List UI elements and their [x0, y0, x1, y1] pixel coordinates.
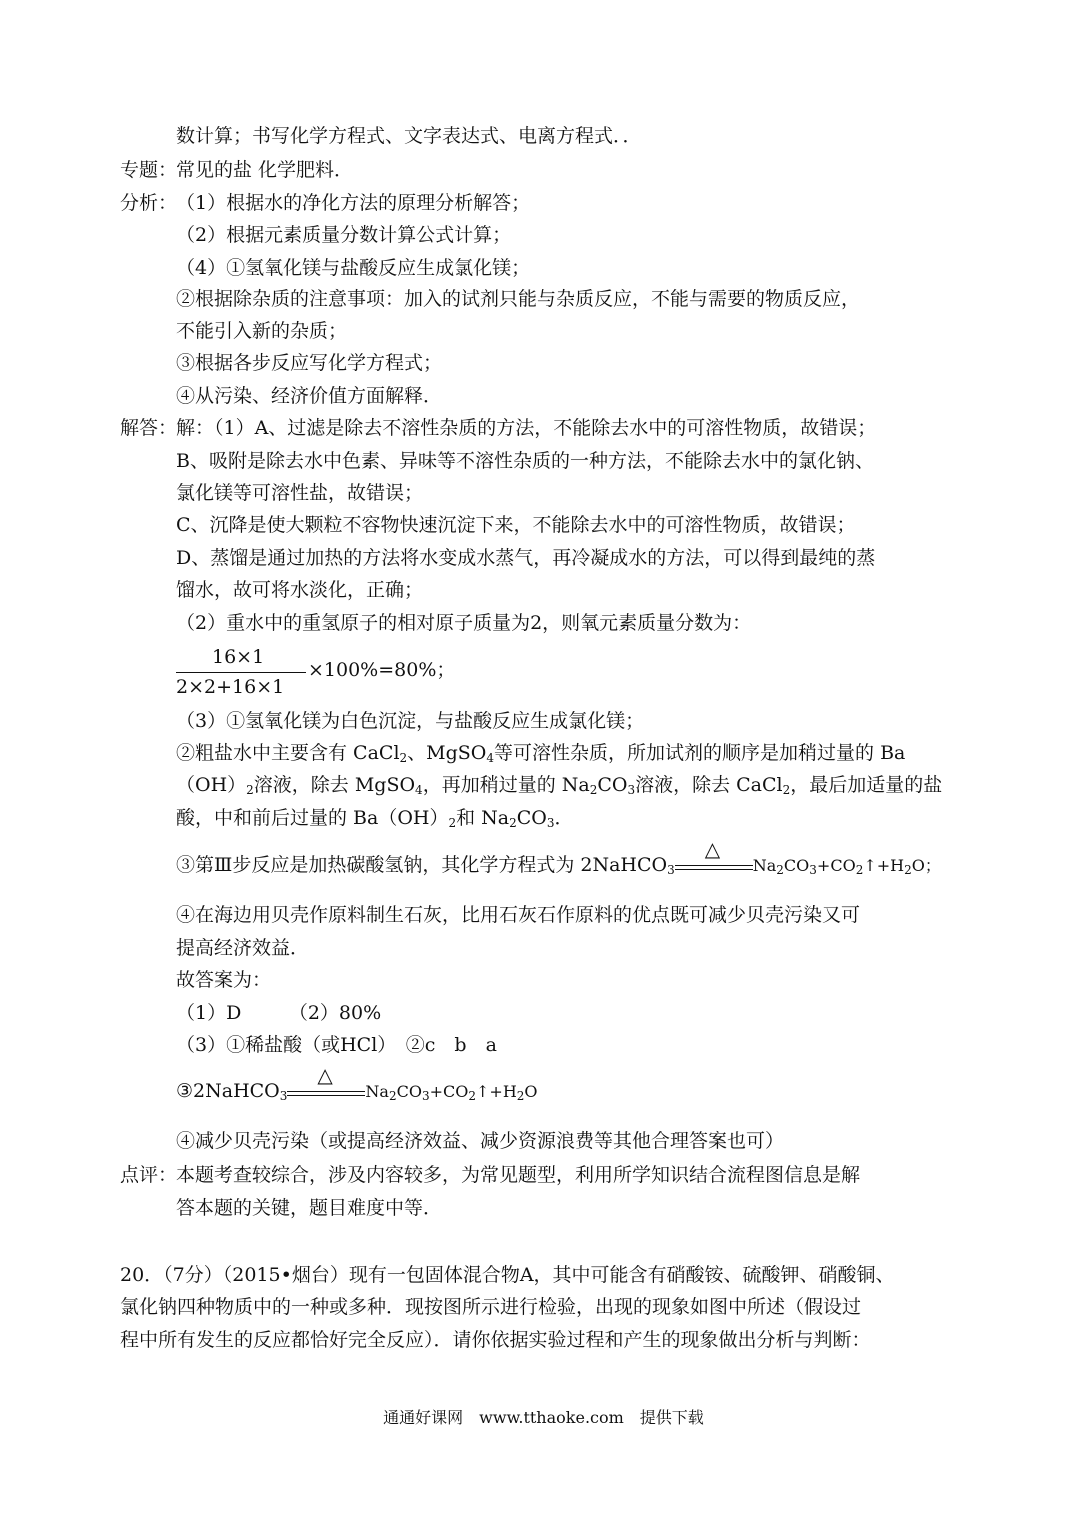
answer-line-13: 提高经济效益． — [176, 937, 310, 959]
answer-line-7: （2）重水中的重氢原子的相对原子质量为2，则氧元素质量分数为： — [176, 612, 752, 634]
equation-line-2: ③2NaHCO$_3$ △ $Na_2CO_3+CO_2↑+H_2O$ — [176, 1063, 538, 1103]
question-20-line-1: 20．（7分）（2015•烟台）现有一包固体混合物A，其中可能含有硝酸铵、硫酸钾、硝酸铜、 — [120, 1264, 895, 1286]
comment-line-1: 本题考查较综合，涉及内容较多，为常见题型，利用所学知识结合流程图信息是解 — [176, 1164, 861, 1186]
answer-line-5: D、蒸馏是通过加热的方法将水变成水蒸气，再冷凝成水的方法，可以得到最纯的蒸 — [176, 547, 876, 569]
answer-line-2: B、吸附是除去水中色素、异味等不溶性杂质的一种方法，不能除去水中的氯化钠、 — [176, 450, 874, 472]
fraction-denominator: 2×2+16×1 — [176, 676, 285, 698]
answer-line-1: 解：（1）A、过滤是除去不溶性杂质的方法，不能除去水中的可溶性物质，故错误； — [176, 417, 877, 439]
analysis-line-3: （4）①氢氧化镁与盐酸反应生成氯化镁； — [176, 257, 531, 279]
fraction-numerator: 16×1 — [212, 646, 265, 668]
line-keypoints-cont: 数计算；书写化学方程式、文字表达式、电离方程式．． — [176, 125, 642, 147]
answer-line-6: 馏水，故可将水淡化，正确； — [176, 579, 424, 601]
label-analysis: 分析： — [120, 192, 178, 214]
answer-line-16: （3）①稀盐酸（或HCl） ②c b a — [176, 1034, 497, 1056]
heat-condition — [675, 837, 753, 879]
analysis-line-5: 不能引入新的杂质； — [176, 320, 348, 342]
topic-text: 常见的盐 化学肥料． — [176, 159, 354, 181]
analysis-line-6: ③根据各步反应写化学方程式； — [176, 352, 443, 374]
answer-line-4: C、沉降是使大颗粒不容物快速沉淀下来，不能除去水中的可溶性物质，故错误； — [176, 514, 856, 536]
fraction-bar — [176, 672, 306, 673]
fraction-result: ×100%=80%； — [308, 659, 456, 681]
answer-line-9: ②粗盐水中主要含有 CaCl$_2$、MgSO$_4$等可溶性杂质，所加试剂的顺序是加稍过量的 Ba — [176, 742, 906, 765]
answer-line-17: ④减少贝壳污染（或提高经济效益、减少资源浪费等其他合理答案也可） — [176, 1130, 785, 1152]
comment-line-2: 答本题的关键，题目难度中等． — [176, 1197, 443, 1219]
label-answer: 解答： — [120, 417, 178, 439]
heat-triangle-icon: △ — [317, 1063, 333, 1087]
question-20-line-3: 程中所有发生的反应都恰好完全反应）．请你依据实验过程和产生的现象做出分析与判断： — [120, 1329, 871, 1351]
answer-line-3: 氯化镁等可溶性盐，故错误； — [176, 482, 424, 504]
analysis-line-2: （2）根据元素质量分数计算公式计算； — [176, 224, 512, 246]
answer-line-12: ④在海边用贝壳作原料制生石灰，比用石灰石作原料的优点既可减少贝壳污染又可 — [176, 904, 861, 926]
analysis-line-7: ④从污染、经济价值方面解释． — [176, 385, 443, 407]
label-topic: 专题： — [120, 159, 178, 181]
analysis-line-1: （1）根据水的净化方法的原理分析解答； — [176, 192, 531, 214]
answer-line-11: 酸，中和前后过量的 $Ba(OH)_2$和 $Na_2CO_3$． — [176, 807, 574, 830]
answer-line-10: $(OH)_2$溶液，除去 MgSO$_4$，再加稍过量的 $Na_2CO_3$溶液，除去 CaCl$_2$，最后加适量的盐 — [176, 774, 943, 797]
answer-line-8: （3）①氢氧化镁为白色沉淀，与盐酸反应生成氯化镁； — [176, 710, 645, 732]
analysis-line-4: ②根据除杂质的注意事项：加入的试剂只能与杂质反应，不能与需要的物质反应， — [176, 288, 861, 310]
question-20-line-2: 氯化钠四种物质中的一种或多种．现按图所示进行检验，出现的现象如图中所述（假设过 — [120, 1296, 862, 1318]
page-footer: 通通好课网 www.tthaoke.com 提供下载 — [383, 1408, 704, 1427]
equation-line-1: ③第Ⅲ步反应是加热碳酸氢钠，其化学方程式为 2NaHCO$_3$ △ $Na_2CO_3+CO_2↑+H_2O$； — [176, 837, 941, 877]
heat-triangle-icon: △ — [704, 837, 721, 861]
answer-line-14: 故答案为： — [176, 969, 272, 991]
answer-line-15: （1）D （2）80% — [176, 1002, 382, 1024]
heat-condition — [287, 1063, 365, 1105]
label-comment: 点评： — [120, 1164, 178, 1186]
